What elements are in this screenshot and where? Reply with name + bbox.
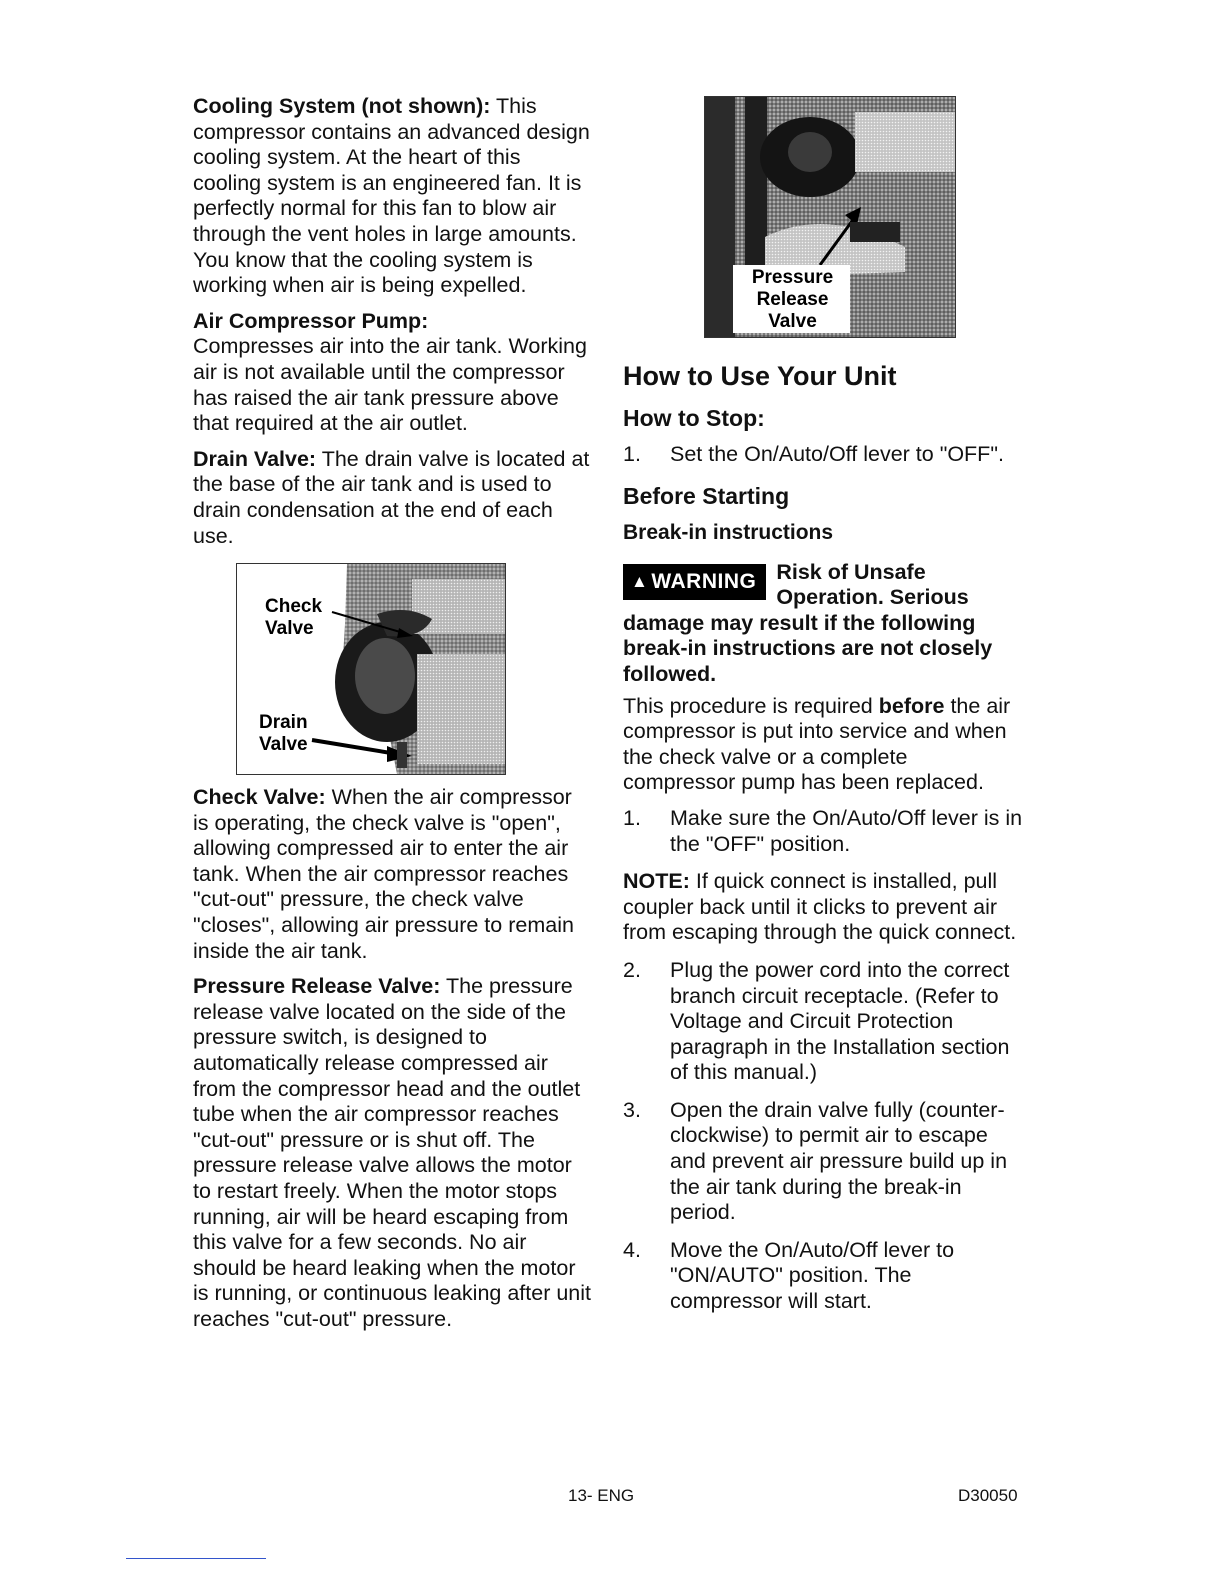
check-valve-heading: Check Valve: bbox=[193, 785, 326, 810]
break-in-heading: Break-in instructions bbox=[623, 520, 834, 544]
footer-link-underline bbox=[126, 1558, 266, 1559]
air-compressor-pump-body: Compresses air into the air tank. Working air is not available until the compressor has raised the air tank pressure above that required at the air outlet. bbox=[193, 334, 587, 436]
warning-triangle-icon: ▲ bbox=[631, 571, 649, 591]
pressure-release-valve-heading: Pressure Release Valve: bbox=[193, 974, 441, 999]
drain-valve-label: Drain Valve bbox=[259, 712, 308, 756]
air-compressor-pump-heading: Air Compressor Pump: bbox=[193, 308, 429, 333]
pressure-release-valve-paragraph bbox=[193, 974, 591, 1332]
break-in-step-3 bbox=[623, 1098, 1023, 1226]
left-column bbox=[193, 94, 591, 1343]
document-code: D30050 bbox=[958, 1486, 1018, 1505]
stop-step-1 bbox=[623, 442, 1023, 468]
warning-block bbox=[623, 560, 1023, 688]
step-text: Set the On/Auto/Off lever to "OFF". bbox=[670, 442, 1004, 466]
step-number: 3. bbox=[623, 1097, 641, 1122]
pressure-release-valve-photo bbox=[704, 96, 956, 338]
step-number: 2. bbox=[623, 957, 641, 982]
check-valve-label: Check Valve bbox=[265, 596, 323, 640]
section-title: How to Use Your Unit bbox=[623, 361, 897, 391]
step-number: 1. bbox=[623, 805, 641, 830]
drain-valve-body: The drain valve is located at the base of the air tank and is used to drain condensation at the end of each use. bbox=[193, 446, 590, 548]
drain-valve-heading: Drain Valve: bbox=[193, 446, 317, 471]
break-in-intro bbox=[623, 694, 1023, 796]
how-to-stop-heading: How to Stop: bbox=[623, 405, 765, 431]
page-number: 13- ENG bbox=[568, 1486, 635, 1505]
step-text: Make sure the On/Auto/Off lever is in the "OFF" position. bbox=[670, 805, 1023, 856]
before-starting-heading: Before Starting bbox=[623, 482, 790, 509]
step-number: 4. bbox=[623, 1237, 641, 1262]
warning-text: Risk of Unsafe Operation. Serious damage may result if the following break-in instructions are not closely followed. bbox=[623, 559, 993, 686]
step-text: Move the On/Auto/Off lever to "ON/AUTO" position. The compressor will start. bbox=[670, 1237, 955, 1314]
step-number: 1. bbox=[623, 442, 641, 466]
air-compressor-pump-paragraph bbox=[193, 309, 591, 437]
warning-badge bbox=[623, 564, 766, 600]
right-column bbox=[623, 96, 1023, 1323]
step-text: Plug the power cord into the correct branch circuit receptacle. (Refer to Voltage and Circuit Protection paragraph in the Installation section of this manual.) bbox=[670, 957, 1010, 1085]
note-label: NOTE: bbox=[623, 869, 690, 894]
note-paragraph bbox=[623, 869, 1023, 946]
cooling-system-heading: Cooling System (not shown): bbox=[193, 94, 491, 118]
pressure-release-valve-body: The pressure release valve located on the side of the pressure switch, is designed to automatically release compressed air from the compressor head and the outlet tube when the air compressor reaches "cut-out" pressure or is shut off. The pressure release valve allows the motor to restart freely. When the motor stops running, air will be heard escaping from this valve for a few seconds. No air should be heard leaking when the motor is running, or continuous leaking after unit reaches "cut-out" pressure. bbox=[193, 974, 591, 1331]
check-valve-paragraph bbox=[193, 785, 591, 964]
warning-badge-text: WARNING bbox=[651, 569, 757, 593]
break-in-intro-start: This procedure is required bbox=[623, 693, 873, 718]
step-text: Open the drain valve fully (counter-clockwise) to permit air to escape and prevent air pressure build up in the air tank during the break-in period. bbox=[670, 1097, 1008, 1225]
break-in-intro-emphasis: before bbox=[878, 693, 945, 718]
check-drain-valve-photo bbox=[236, 563, 506, 775]
pressure-release-valve-label: Pressure Release Valve bbox=[751, 267, 834, 332]
break-in-step-1 bbox=[623, 806, 1023, 857]
break-in-step-4 bbox=[623, 1238, 1023, 1315]
check-valve-body: When the air compressor is operating, the check valve is "open", allowing compressed air to enter the air tank. When the air compressor reaches "cut-out" pressure, the check valve "closes", allowing air pressure to remain inside the air tank. bbox=[193, 785, 574, 963]
break-in-step-2 bbox=[623, 958, 1023, 1086]
break-in-intro-end: the air compressor is put into service and when the check valve or a complete compressor pump has been replaced. bbox=[623, 693, 1011, 795]
cooling-system-paragraph bbox=[193, 94, 591, 299]
drain-valve-paragraph bbox=[193, 447, 591, 549]
note-text: If quick connect is installed, pull coupler back until it clicks to prevent air from escaping through the quick connect. bbox=[623, 869, 1017, 945]
cooling-system-body: This compressor contains an advanced design cooling system. At the heart of this cooling system is an engineered fan. It is perfectly normal for this fan to blow air through the vent holes in large amounts. You know that the cooling system is working when air is being expelled. bbox=[193, 94, 590, 298]
